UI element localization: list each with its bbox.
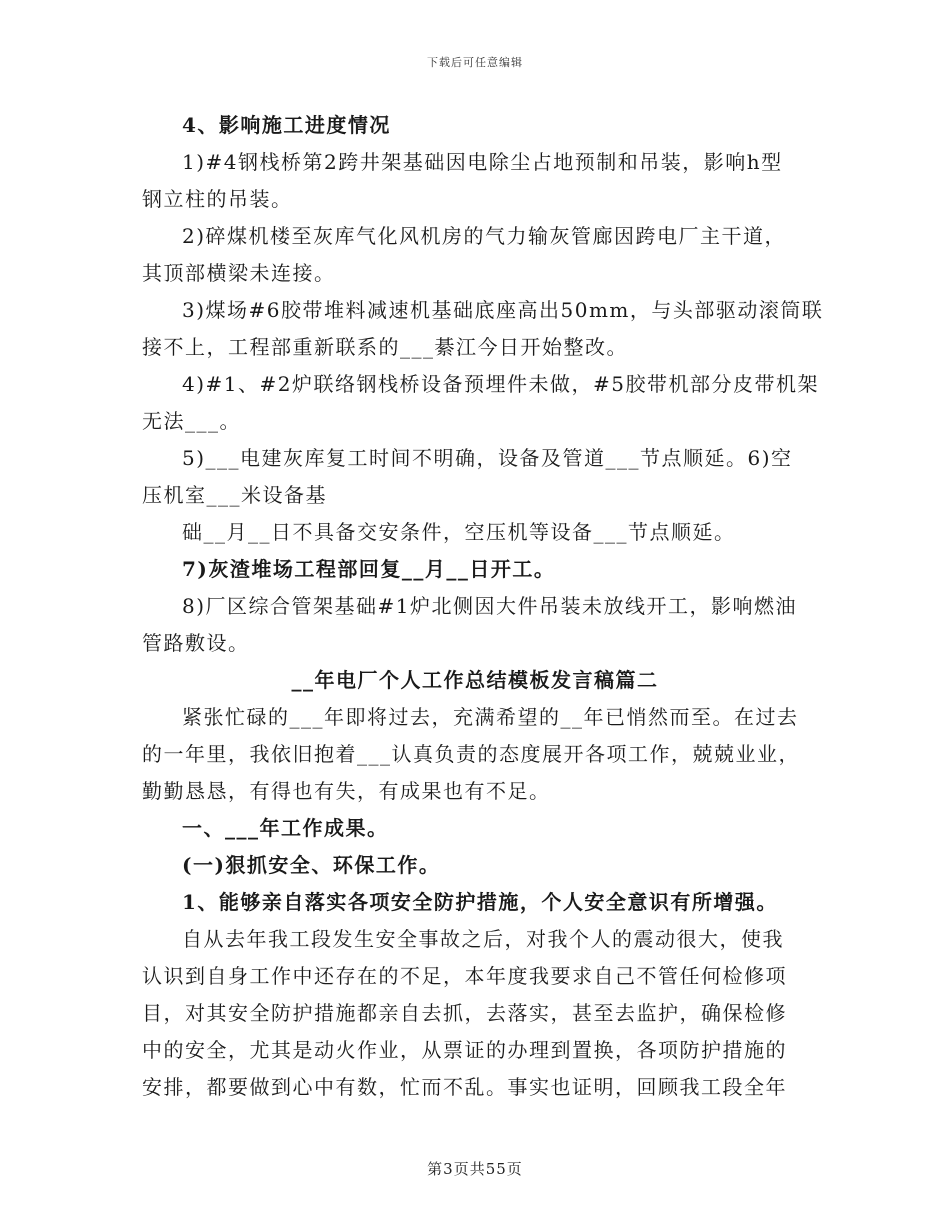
article-title: __年电厂个人工作总结模板发言稿篇二 (291, 668, 659, 692)
paragraph-line: 3)煤场#6胶带堆料减速机基础底座高出50mm，与头部驱动滚筒联 (182, 298, 824, 322)
subsection-heading: 1、能够亲自落实各项安全防护措施，个人安全意识有所增强。 (182, 890, 778, 914)
paragraph-line: 4)#1、#2炉联络钢栈桥设备预埋件未做，#5胶带机部分皮带机架 (182, 372, 819, 396)
section-heading: 4、影响施工进度情况 (182, 113, 391, 137)
paragraph-line: 础__月__日不具备交安条件，空压机等设备___节点顺延。 (182, 520, 736, 544)
paragraph-line: 的一年里，我依旧抱着___认真负责的态度展开各项工作，兢兢业业， (142, 742, 800, 766)
paragraph-line: 压机室___米设备基 (142, 483, 327, 507)
page-number: 第3页共55页 (427, 1160, 523, 1178)
paragraph-line: 中的安全，尤其是动火作业，从票证的办理到置换，各项防护措施的 (142, 1038, 787, 1062)
paragraph-line: 2)碎煤机楼至灰库气化风机房的气力输灰管廊因跨电厂主干道， (182, 224, 787, 248)
paragraph-line: 管路敷设。 (142, 631, 250, 655)
page-header: 下载后可任意编辑 (427, 56, 523, 69)
document-body (142, 112, 824, 1111)
paragraph-line: 无法___。 (142, 409, 241, 433)
paragraph-line: 其顶部横梁未连接。 (142, 261, 336, 285)
paragraph-line: 目，对其安全防护措施都亲自去抓，去落实，甚至去监护，确保检修 (142, 1001, 787, 1025)
subsection-heading: (一)狠抓安全、环保工作。 (182, 853, 441, 877)
paragraph-line: 1)#4钢栈桥第2跨井架基础因电除尘占地预制和吊装，影响h型 (182, 150, 783, 174)
paragraph-line: 紧张忙碌的___年即将过去，充满希望的__年已悄然而至。在过去 (182, 705, 799, 729)
paragraph-line: 钢立柱的吊装。 (142, 187, 293, 211)
paragraph-line: 安排，都要做到心中有数，忙而不乱。事实也证明，回顾我工段全年 (142, 1075, 787, 1099)
paragraph-line: 认识到自身工作中还存在的不足，本年度我要求自己不管任何检修项 (142, 964, 787, 988)
paragraph-line: 自从去年我工段发生安全事故之后，对我个人的震动很大，使我 (182, 927, 784, 951)
section-heading: 一、___年工作成果。 (182, 816, 389, 840)
paragraph-line: 5)___电建灰库复工时间不明确，设备及管道___节点顺延。6)空 (182, 446, 793, 470)
paragraph-line-bold: 7)灰渣堆场工程部回复__月__日开工。 (182, 557, 556, 581)
paragraph-line: 勤勤恳恳，有得也有失，有成果也有不足。 (142, 779, 551, 803)
paragraph-line: 8)厂区综合管架基础#1炉北侧因大件吊装未放线开工，影响燃油 (182, 594, 798, 618)
paragraph-line: 接不上，工程部重新联系的___綦江今日开始整改。 (142, 335, 628, 359)
